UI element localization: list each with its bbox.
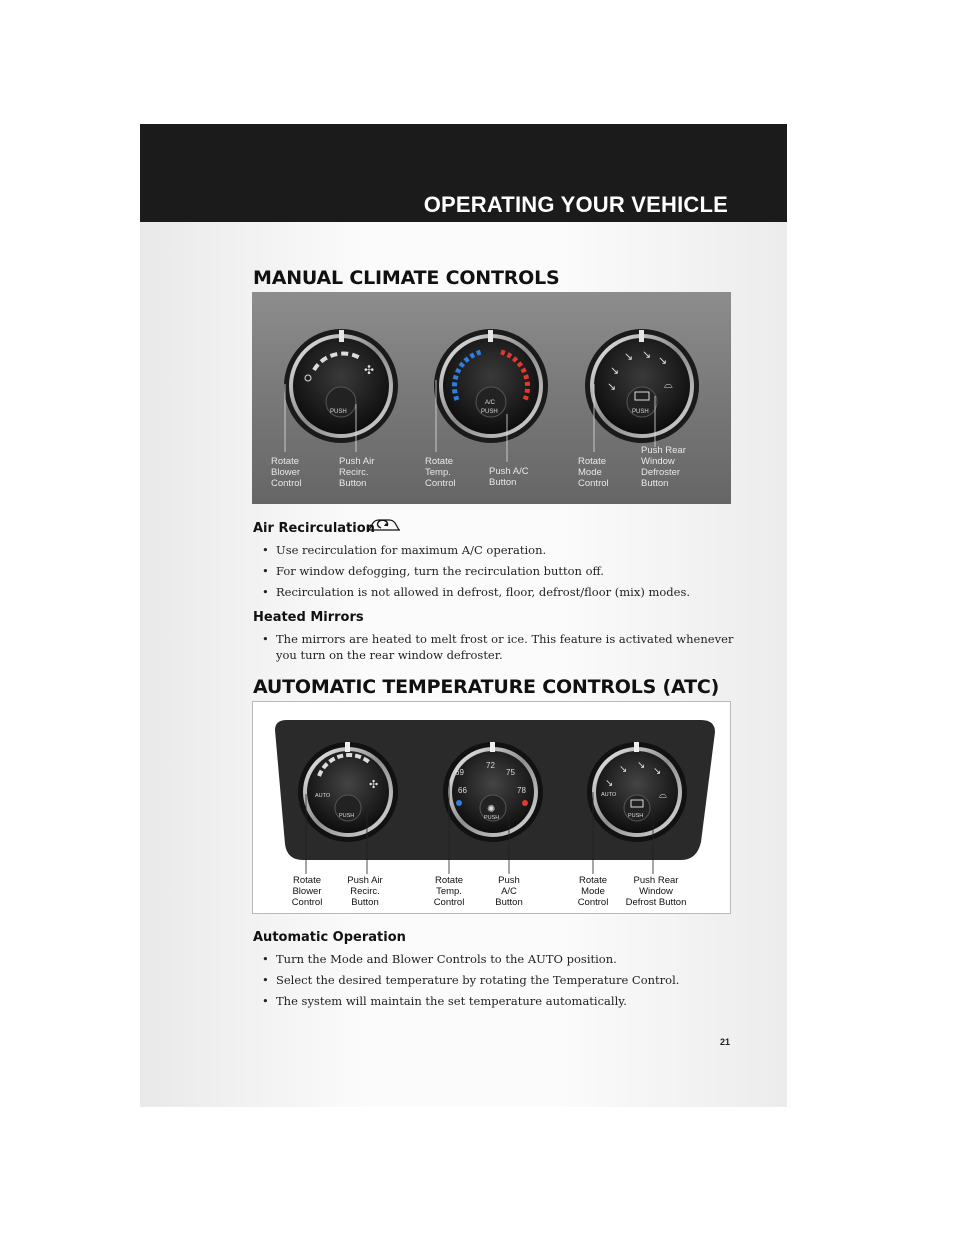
blower-knob[interactable] bbox=[284, 329, 398, 443]
atc-temp-78: 78 bbox=[517, 786, 526, 795]
atc-temp-label: Rotate Temp. Control bbox=[433, 875, 465, 908]
svg-text:⌓: ⌓ bbox=[659, 790, 667, 801]
automatic-operation-list bbox=[262, 951, 742, 1014]
list-item: • Recirculation is not allowed in defrost, floor, defrost/floor (mix) modes. bbox=[262, 584, 742, 600]
atc-blower-label: Rotate Blower Control bbox=[291, 875, 323, 908]
atc-auto-text-1: AUTO bbox=[315, 793, 331, 799]
atc-temp-72: 72 bbox=[486, 761, 495, 770]
manual-blower-label: Rotate Blower Control bbox=[271, 456, 302, 489]
manual-temp-label: Rotate Temp. Control bbox=[425, 456, 456, 489]
atc-temp-push-text: PUSH bbox=[484, 815, 500, 821]
temp-push-text: PUSH bbox=[481, 409, 498, 415]
manual-controls-photo bbox=[252, 292, 731, 504]
atc-heading: AUTOMATIC TEMPERATURE CONTROLS (ATC) bbox=[253, 676, 720, 698]
header-bar bbox=[140, 124, 787, 222]
manual-recirc-label: Push Air Recirc. Button bbox=[339, 456, 375, 489]
air-recirculation-list bbox=[262, 542, 742, 605]
atc-controls-photo bbox=[252, 701, 731, 914]
page-number: 21 bbox=[720, 1037, 731, 1047]
atc-defrost-label: Push Rear Window Defrost Button bbox=[625, 875, 687, 908]
mode-push-text: PUSH bbox=[632, 409, 649, 415]
svg-text:↘: ↘ bbox=[610, 365, 620, 377]
atc-mode-label: Rotate Mode Control bbox=[577, 875, 609, 908]
list-item: • Select the desired temperature by rotating the Temperature Control. bbox=[262, 972, 742, 988]
svg-text:↘: ↘ bbox=[637, 760, 646, 771]
section-title: OPERATING YOUR VEHICLE bbox=[423, 192, 728, 217]
automatic-operation-heading: Automatic Operation bbox=[253, 930, 406, 945]
atc-temp-66: 66 bbox=[458, 786, 467, 795]
atc-ac-label: Push A/C Button bbox=[495, 875, 523, 908]
atc-blower-push-text: PUSH bbox=[339, 813, 355, 819]
svg-text:✺: ✺ bbox=[487, 804, 496, 815]
atc-auto-text-2: AUTO bbox=[601, 792, 617, 798]
recirculation-car-icon bbox=[367, 517, 401, 535]
list-item: • Turn the Mode and Blower Controls to the AUTO position. bbox=[262, 951, 742, 967]
svg-text:↘: ↘ bbox=[605, 778, 614, 789]
atc-blower-knob[interactable] bbox=[298, 742, 398, 842]
atc-mode-push-text: PUSH bbox=[628, 813, 644, 819]
atc-recirc-label: Push Air Recirc. Button bbox=[347, 875, 383, 908]
svg-text:↘: ↘ bbox=[653, 766, 662, 777]
svg-text:✣: ✣ bbox=[364, 363, 375, 377]
manual-defrost-label: Push Rear Window Defroster Button bbox=[641, 445, 686, 489]
atc-temp-69: 69 bbox=[455, 768, 464, 777]
svg-text:↘: ↘ bbox=[619, 764, 628, 775]
heated-mirrors-heading: Heated Mirrors bbox=[253, 610, 364, 625]
manual-page bbox=[140, 124, 787, 1107]
mode-knob[interactable] bbox=[585, 329, 699, 443]
list-item: • The mirrors are heated to melt frost or ice. This feature is activated whenever you turn on the rear window defroster. bbox=[262, 631, 742, 663]
svg-text:✣: ✣ bbox=[369, 779, 379, 791]
manual-climate-heading: MANUAL CLIMATE CONTROLS bbox=[253, 267, 560, 289]
svg-text:↘: ↘ bbox=[658, 355, 668, 367]
heated-mirrors-list bbox=[262, 631, 742, 668]
list-item: • The system will maintain the set temperature automatically. bbox=[262, 993, 742, 1009]
temp-knob[interactable] bbox=[434, 329, 548, 443]
air-recirculation-heading: Air Recirculation bbox=[253, 521, 375, 536]
atc-temp-75: 75 bbox=[506, 768, 515, 777]
svg-text:⌓: ⌓ bbox=[664, 379, 673, 391]
ac-text: A/C bbox=[485, 400, 496, 406]
manual-ac-label: Push A/C Button bbox=[489, 466, 529, 488]
manual-mode-label: Rotate Mode Control bbox=[578, 456, 609, 489]
svg-text:↘: ↘ bbox=[607, 381, 617, 393]
svg-text:↘: ↘ bbox=[624, 351, 634, 363]
blower-push-text: PUSH bbox=[330, 409, 347, 415]
list-item: • Use recirculation for maximum A/C operation. bbox=[262, 542, 742, 558]
svg-text:↘: ↘ bbox=[642, 349, 652, 361]
list-item: • For window defogging, turn the recirculation button off. bbox=[262, 563, 742, 579]
